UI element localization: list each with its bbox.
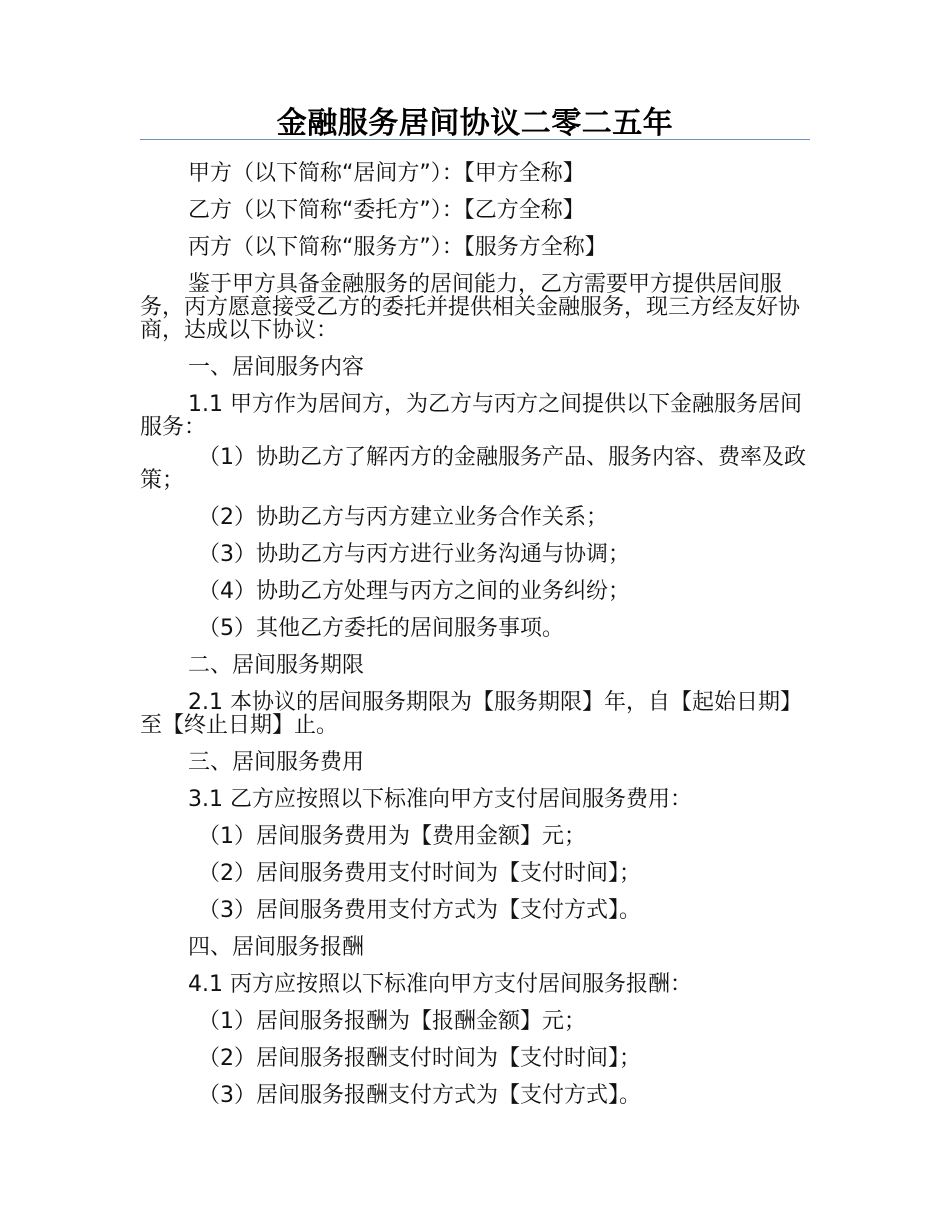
- clause-1-1-item-3: （3）协助乙方与丙方进行业务沟通与协调；: [198, 542, 630, 567]
- section-heading-2: 二、居间服务期限: [188, 653, 365, 678]
- clause-1-1-item-4: （4）协助乙方处理与丙方之间的业务纠纷；: [198, 579, 630, 604]
- clause-4-1-item-3: （3）居间服务报酬支付方式为【支付方式】。: [198, 1083, 641, 1108]
- document-title: 金融服务居间协议二零二五年: [276, 106, 674, 141]
- preamble-paragraph: 鉴于甲方具备金融服务的居间能力，乙方需要甲方提供居间服务，丙方愿意接受乙方的委托并提供相关金融服务，现三方经友好协商，达成以下协议：: [140, 272, 801, 343]
- clause-1-1-item-2: （2）协助乙方与丙方建立业务合作关系；: [198, 505, 608, 530]
- party-b-line: 乙方（以下简称“委托方”）：【乙方全称】: [188, 198, 585, 223]
- clause-3-1-item-1: （1）居间服务费用为【费用金额】元；: [198, 824, 586, 849]
- section-heading-3: 三、居间服务费用: [188, 750, 365, 775]
- clause-3-1-item-2: （2）居间服务费用支付时间为【支付时间】；: [198, 861, 641, 886]
- section-heading-4: 四、居间服务报酬: [188, 935, 365, 960]
- party-c-line: 丙方（以下简称“服务方”）：【服务方全称】: [188, 235, 607, 260]
- clause-4-1-item-1: （1）居间服务报酬为【报酬金额】元；: [198, 1009, 586, 1034]
- document-body: [140, 155, 810, 1114]
- clause-4-1: 4.1 丙方应按照以下标准向甲方支付居间服务报酬：: [188, 972, 692, 997]
- section-heading-1: 一、居间服务内容: [188, 355, 365, 380]
- party-a-line: 甲方（以下简称“居间方”）：【甲方全称】: [188, 161, 585, 186]
- title-underline: [140, 139, 810, 140]
- clause-4-1-item-2: （2）居间服务报酬支付时间为【支付时间】；: [198, 1046, 641, 1071]
- clause-1-1: 1.1 甲方作为居间方，为乙方与丙方之间提供以下金融服务居间服务：: [140, 392, 802, 440]
- clause-3-1-item-3: （3）居间服务费用支付方式为【支付方式】。: [198, 898, 641, 923]
- clause-2-1: 2.1 本协议的居间服务期限为【服务期限】年，自【起始日期】至【终止日期】止。: [140, 690, 802, 738]
- clause-3-1: 3.1 乙方应按照以下标准向甲方支付居间服务费用：: [188, 787, 692, 812]
- clause-1-1-item-5: （5）其他乙方委托的居间服务事项。: [198, 616, 564, 641]
- clause-1-1-item-1: （1）协助乙方了解丙方的金融服务产品、服务内容、费率及政策；: [140, 445, 806, 493]
